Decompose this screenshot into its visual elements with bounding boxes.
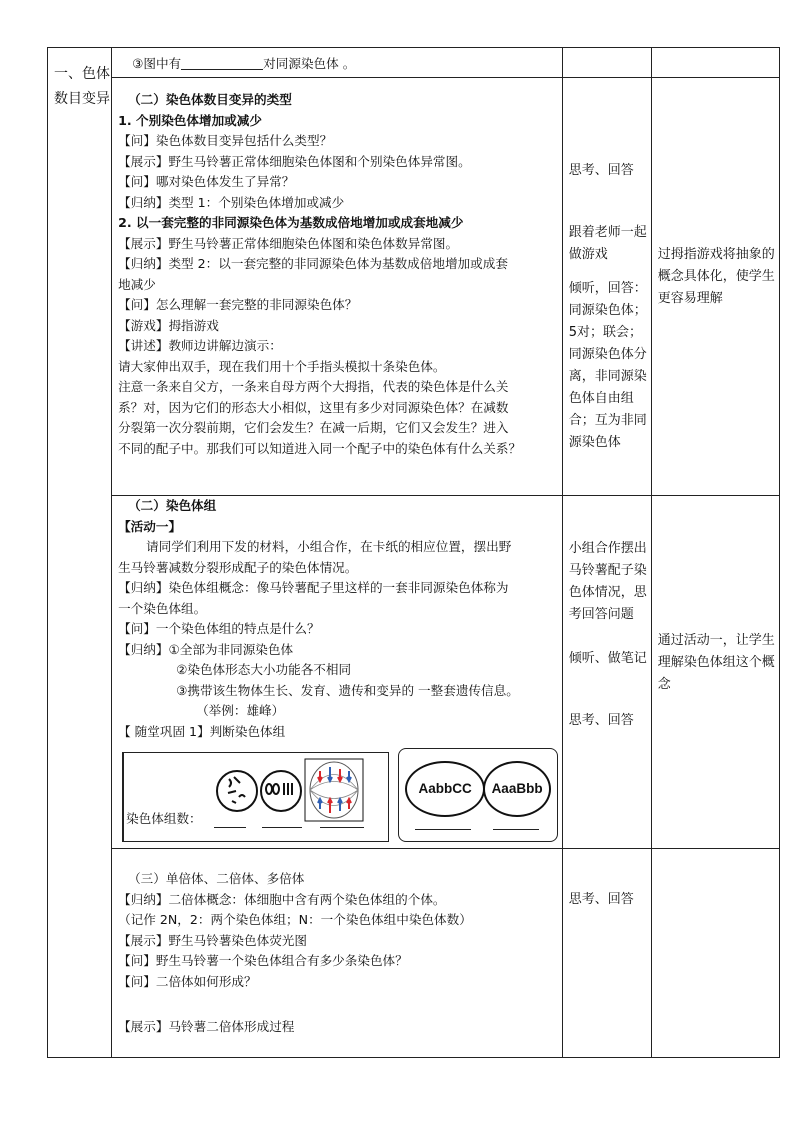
design-intent-cell: [651, 849, 779, 1058]
text-line: 【归纳】类型 1：个别染色体增加或减少: [118, 194, 345, 210]
cell-2-icon: [261, 771, 301, 811]
text-line: 【展示】野生马铃薯正常体细胞染色体图和染色体数异常图。: [118, 235, 459, 251]
genotype-box: [398, 748, 558, 842]
text-line: 生马铃薯减数分裂形成配子的染色体情况。: [118, 559, 358, 575]
student-activity-cell: [562, 496, 651, 849]
activity-label: 【活动一】: [118, 518, 182, 534]
text-line: 【展示】马铃薯二倍体形成过程: [118, 1018, 295, 1034]
student-activity: 倾听，回答：同源染色体；5对；联会；同源染色体分离，非同源染色体自由组合；互为非同源染色体: [568, 281, 647, 450]
design-intent: 通过活动一，让学生理解染色体组这个概念: [657, 633, 775, 692]
text-line: 【归纳】二倍体概念：体细胞中含有两个染色体组的个体。: [118, 891, 446, 907]
student-activity: 思考、回答: [568, 163, 634, 178]
student-activity: 倾听、做笔记: [568, 651, 647, 666]
section-heading: （二）染色体组: [128, 498, 217, 513]
text-line: 【展示】野生马铃薯染色体荧光图: [118, 932, 307, 948]
text-line: （记作 2N，2：两个染色体组；N：一个染色体组中染色体数）: [118, 912, 472, 927]
text-line: 请同学们利用下发的材料，小组合作，在卡纸的相应位置，摆出野: [146, 539, 512, 554]
text-after-blank: 对同源染色体 。: [263, 56, 356, 71]
text-line: 【归纳】类型 2：以一套完整的非同源染色体为基数成倍地增加或成套: [118, 256, 508, 271]
answer-blank: [214, 827, 246, 828]
text-line: 【问】怎么理解一套完整的非同源染色体？: [118, 297, 358, 312]
text-line: 【展示】野生马铃薯正常体细胞染色体图和个别染色体异常图。: [118, 153, 471, 169]
student-activity-cell: [562, 849, 651, 1058]
table-row: [48, 849, 780, 1058]
text-line: ②染色体形态大小功能各不相同: [176, 662, 352, 677]
text-line: 【问】一个染色体组的特点是什么？: [118, 621, 320, 636]
table-row: [48, 496, 780, 849]
design-intent: 过拇指游戏将抽象的概念具体化，使学生更容易理解: [657, 247, 775, 306]
text-line: （举例：雄峰）: [196, 703, 285, 718]
text-line: 一个染色体组。: [118, 600, 207, 616]
student-activity: 跟着老师一起做游戏: [568, 225, 647, 262]
genotype-cell: AaaBbb: [483, 761, 551, 817]
student-activity-cell: [562, 48, 651, 78]
text-line: 【游戏】拇指游戏: [118, 317, 219, 333]
answer-blank: [415, 829, 471, 830]
text-line: 地减少: [118, 276, 156, 292]
text-line: 注意一条来自父方，一条来自母方两个大拇指，代表的染色体是什么关: [118, 379, 509, 394]
cell-1-icon: [217, 771, 257, 811]
text-line: 分裂第一次分裂前期，它们会发生？在减一后期，它们又会发生？进入: [118, 420, 509, 435]
student-activity: 思考、回答: [568, 713, 634, 728]
text-line: 【 随堂巩固 1】判断染色体组: [118, 723, 286, 739]
answer-blank: [320, 827, 364, 828]
content-cell: [112, 48, 563, 78]
topic-label: 一、色体数目变异: [54, 66, 110, 107]
text-line: 【问】染色体数目变异包括什么类型？: [118, 133, 333, 148]
topic-cell: [48, 48, 112, 1058]
table-row: [48, 48, 780, 78]
subheading: 1. 个别染色体增加或减少: [118, 112, 262, 128]
answer-blank: [262, 827, 302, 828]
text-line: 请大家伸出双手，现在我们用十个手指头模拟十条染色体。: [118, 358, 446, 374]
text-line: [118, 992, 558, 1013]
lesson-plan-table: [47, 47, 780, 1058]
answer-blank: [181, 55, 263, 70]
content-cell: [112, 496, 563, 849]
set-count-caption: 染色体组数：: [126, 811, 202, 826]
chromosome-set-figure: [118, 744, 558, 842]
text-line: 不同的配子中。那我们可以知道进入同一个配子中的染色体有什么关系？: [118, 440, 522, 456]
student-activity-cell: [562, 78, 651, 496]
text-line: ③携带该生物体生长、发育、遗传和变异的 一整套遗传信息。: [176, 682, 519, 698]
student-activity: 小组合作摆出马铃薯配子染色体情况，思考回答问题: [568, 541, 647, 622]
text-line: 【归纳】①全部为非同源染色体: [118, 641, 294, 657]
design-intent-cell: [651, 78, 779, 496]
subheading: 2. 以一套完整的非同源染色体为基数成倍地增加或成套地减少: [118, 215, 464, 230]
text-line: 【问】哪对染色体发生了异常？: [118, 174, 295, 189]
section-heading: （三）单倍体、二倍体、多倍体: [128, 871, 305, 886]
content-cell: [112, 78, 563, 496]
table-row: [48, 78, 780, 496]
cell-3-icon: [305, 759, 363, 821]
content-cell: [112, 849, 563, 1058]
student-activity: 思考、回答: [568, 892, 634, 907]
design-intent-cell: [651, 48, 779, 78]
text-line: 【讲述】教师边讲解边演示：: [118, 338, 282, 353]
genotype-cell: AabbCC: [405, 761, 485, 817]
text-line: 系？对，因为它们的形态大小相似，这里有多少对同源染色体？在减数: [118, 399, 509, 415]
section-heading: （二）染色体数目变异的类型: [128, 92, 292, 107]
design-intent-cell: [651, 496, 779, 849]
chromosome-diagram-box: [122, 752, 389, 842]
answer-blank: [493, 829, 539, 830]
text-before-blank: ③图中有: [132, 56, 182, 71]
text-line: 【问】野生马铃薯一个染色体组合有多少条染色体？: [118, 953, 408, 968]
text-line: 【问】二倍体如何形成？: [118, 973, 257, 989]
text-line: 【归纳】染色体组概念：像马铃薯配子里这样的一套非同源染色体称为: [118, 580, 509, 595]
